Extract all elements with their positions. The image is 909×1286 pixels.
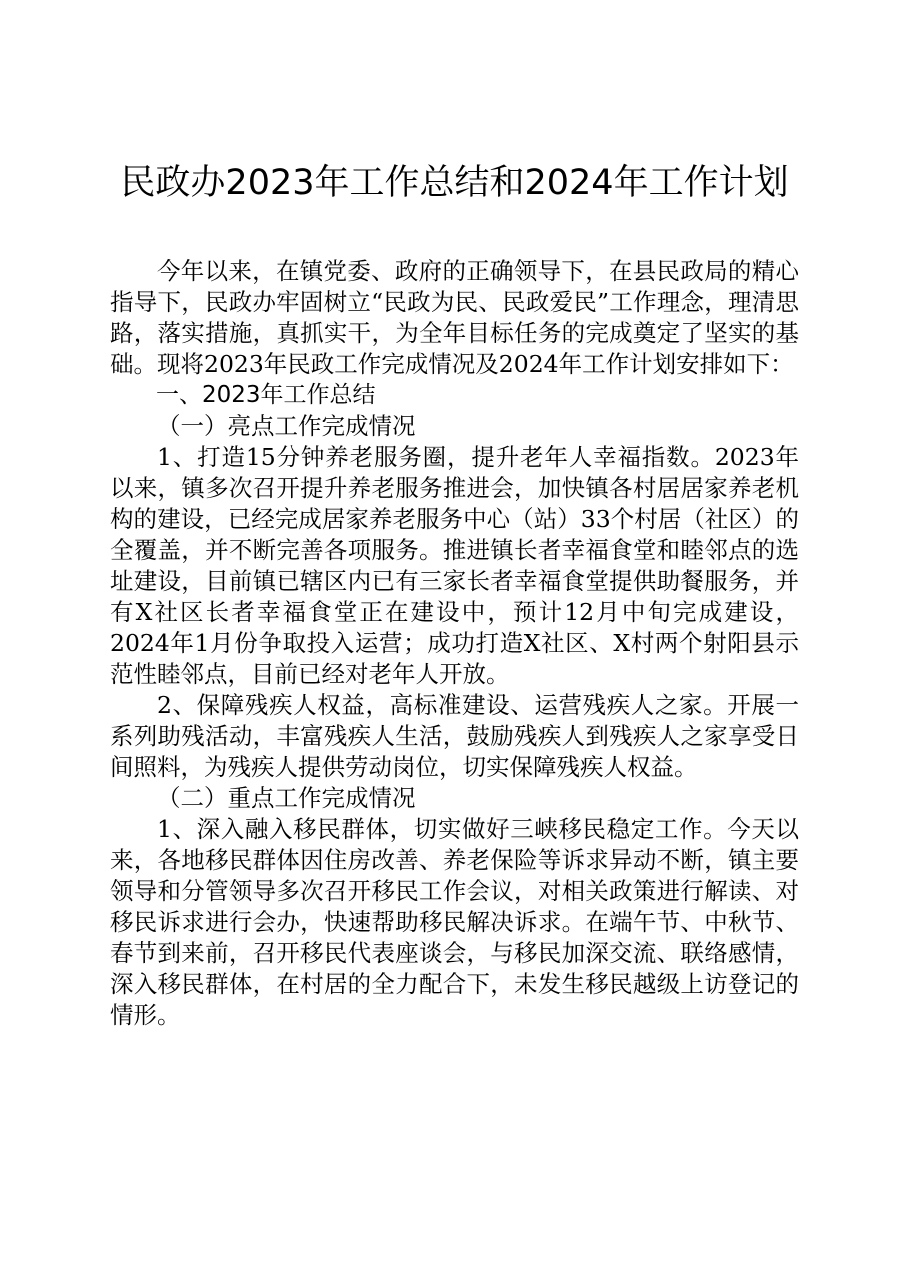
subsection-heading-highlights: （一）亮点工作完成情况 (157, 412, 416, 440)
document-body (110, 256, 799, 1031)
highlight-item-elderly-care: 1、打造15分钟养老服务圈，提升老年人幸福指数。2023年以来，镇多次召开提升养老服务推进会，加快镇各村居居家养老机构的建设，已经完成居家养老服务中心（站）33个村居（社区）的全覆盖，并不断完善各项服务。推进镇长者幸福食堂和睦邻点的选址建设，目前镇已辖区内已有三家长者幸福食堂提供助餐服务，并有X社区长者幸福食堂正在建设中，预计12月中旬完成建设，2024年1月份争取投入运营；成功打造X社区、X村两个射阳县示范性睦邻点，目前已经对老年人开放。 (110, 443, 799, 688)
section-heading-summary: 一、2023年工作总结 (156, 382, 376, 408)
document-title: 民政办2023年工作总结和2024年工作计划 (120, 163, 789, 203)
subsection-heading-key-work: （二）重点工作完成情况 (157, 784, 416, 812)
intro-paragraph: 今年以来，在镇党委、政府的正确领导下，在县民政局的精心指导下，民政办牢固树立“民政为民、民政爱民”工作理念，理清思路，落实措施，真抓实干，为全年目标任务的完成奠定了坚实的基础。现将2023年民政工作完成情况及2024年工作计划安排如下： (110, 257, 799, 378)
key-work-item-migrants: 1、深入融入移民群体，切实做好三峡移民稳定工作。今天以来，各地移民群体因住房改善、养老保险等诉求异动不断，镇主要领导和分管领导多次召开移民工作会议，对相关政策进行解读、对移民诉求进行会办，快速帮助移民解决诉求。在端午节、中秋节、春节到来前，召开移民代表座谈会，与移民加深交流、联络感情，深入移民群体，在村居的全力配合下，未发生移民越级上访登记的情形。 (110, 815, 799, 1029)
highlight-item-disability: 2、保障残疾人权益，高标准建设、运营残疾人之家。开展一系列助残活动，丰富残疾人生活，鼓励残疾人到残疾人之家享受日间照料，为残疾人提供劳动岗位，切实保障残疾人权益。 (110, 691, 799, 781)
